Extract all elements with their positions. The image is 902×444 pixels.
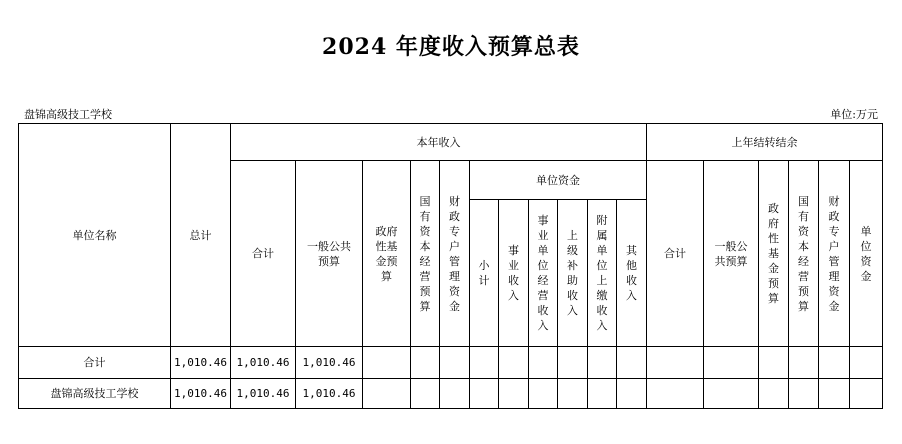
header-other-income: 其他收入 [617, 200, 647, 347]
row-name: 盘锦高级技工学校 [19, 379, 171, 409]
organization-name: 盘锦高级技工学校 [24, 108, 112, 121]
row-general-budget: 1,010.46 [296, 347, 363, 379]
header-subtotal: 合计 [231, 161, 296, 347]
table-row [19, 379, 883, 409]
header-prior-state-capital: 国有资本经营预算 [789, 161, 819, 347]
header-prior-total: 合计 [647, 161, 704, 347]
row-subtotal: 1,010.46 [231, 379, 296, 409]
header-unit-name: 单位名称 [19, 124, 171, 347]
row-general-budget: 1,010.46 [296, 379, 363, 409]
table-row [19, 347, 883, 379]
header-affiliated-income: 附属单位上缴收入 [588, 200, 617, 347]
header-operating-income: 事业单位经营收入 [529, 200, 558, 347]
header-superior-subsidy: 上级补助收入 [558, 200, 588, 347]
header-prior-year: 上年结转结余 [647, 124, 883, 161]
header-state-capital: 国有资本经营预算 [411, 161, 440, 347]
unit-label: 单位:万元 [830, 108, 878, 121]
header-fiscal-special: 财政专户管理资金 [440, 161, 470, 347]
header-current-year: 本年收入 [231, 124, 647, 161]
header-prior-fiscal-special: 财政专户管理资金 [819, 161, 850, 347]
header-total: 总计 [171, 124, 231, 347]
row-total: 1,010.46 [171, 379, 231, 409]
header-business-income: 事业收入 [499, 200, 529, 347]
header-small-total: 小计 [470, 200, 499, 347]
row-subtotal: 1,010.46 [231, 347, 296, 379]
header-general-budget: 一般公共预算 [296, 161, 363, 347]
header-prior-gov-fund: 政府性基金预算 [759, 161, 789, 347]
page-title: 2024 年度收入预算总表 [322, 34, 580, 60]
header-unit-funds: 单位资金 [470, 161, 647, 200]
row-name: 合计 [19, 347, 171, 379]
row-total: 1,010.46 [171, 347, 231, 379]
budget-table [18, 123, 883, 409]
header-gov-fund: 政府性基金预算 [363, 161, 411, 347]
header-prior-general: 一般公共预算 [704, 161, 759, 347]
header-prior-unit-funds: 单位资金 [850, 161, 883, 347]
